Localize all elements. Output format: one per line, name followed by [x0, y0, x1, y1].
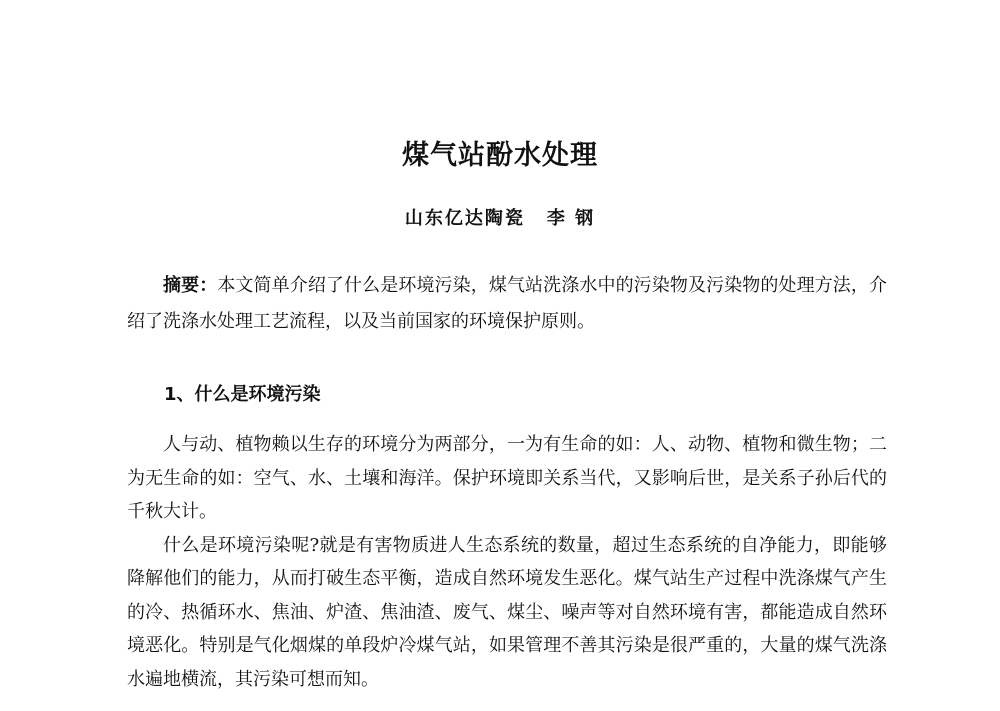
abstract — [127, 268, 887, 340]
author-line — [0, 204, 1000, 230]
abstract-text: 本文简单介绍了什么是环境污染，煤气站洗涤水中的污染物及污染物的处理方法，介绍了洗涤水处理工艺流程，以及当前国家的环境保护原则。 — [127, 275, 888, 332]
paragraph: 什么是环境污染呢?就是有害物质进人生态系统的数量，超过生态系统的自净能力，即能够降解他们的能力，从而打破生态平衡，造成自然环境发生恶化。煤气站生产过程中洗涤煤气产生的冷、热循环水、焦油、炉渣、焦油渣、废气、煤尘、噪声等对自然环境有害，都能造成自然环境恶化。特别是气化烟煤的单段炉冷煤气站，如果管理不善其污染是很严重的，大量的煤气洗涤水遍地横流，其污染可想而知。 — [127, 534, 887, 690]
author-name: 李 钢 — [546, 208, 596, 229]
section-heading: 1、什么是环境污染 — [164, 384, 321, 405]
paragraph: 人与动、植物赖以生存的环境分为两部分，一为有生命的如：人、动物、植物和微生物；二为无生命的如：空气、水、土壤和海洋。保护环境即关系当代，又影响后世，是关系子孙后代的千秋大计。 — [127, 434, 887, 522]
section-body — [127, 428, 887, 696]
author-organization: 山东亿达陶瓷 — [404, 208, 525, 229]
abstract-label: 摘要： — [163, 275, 218, 296]
page-title: 煤气站酚水处理 — [402, 140, 598, 171]
